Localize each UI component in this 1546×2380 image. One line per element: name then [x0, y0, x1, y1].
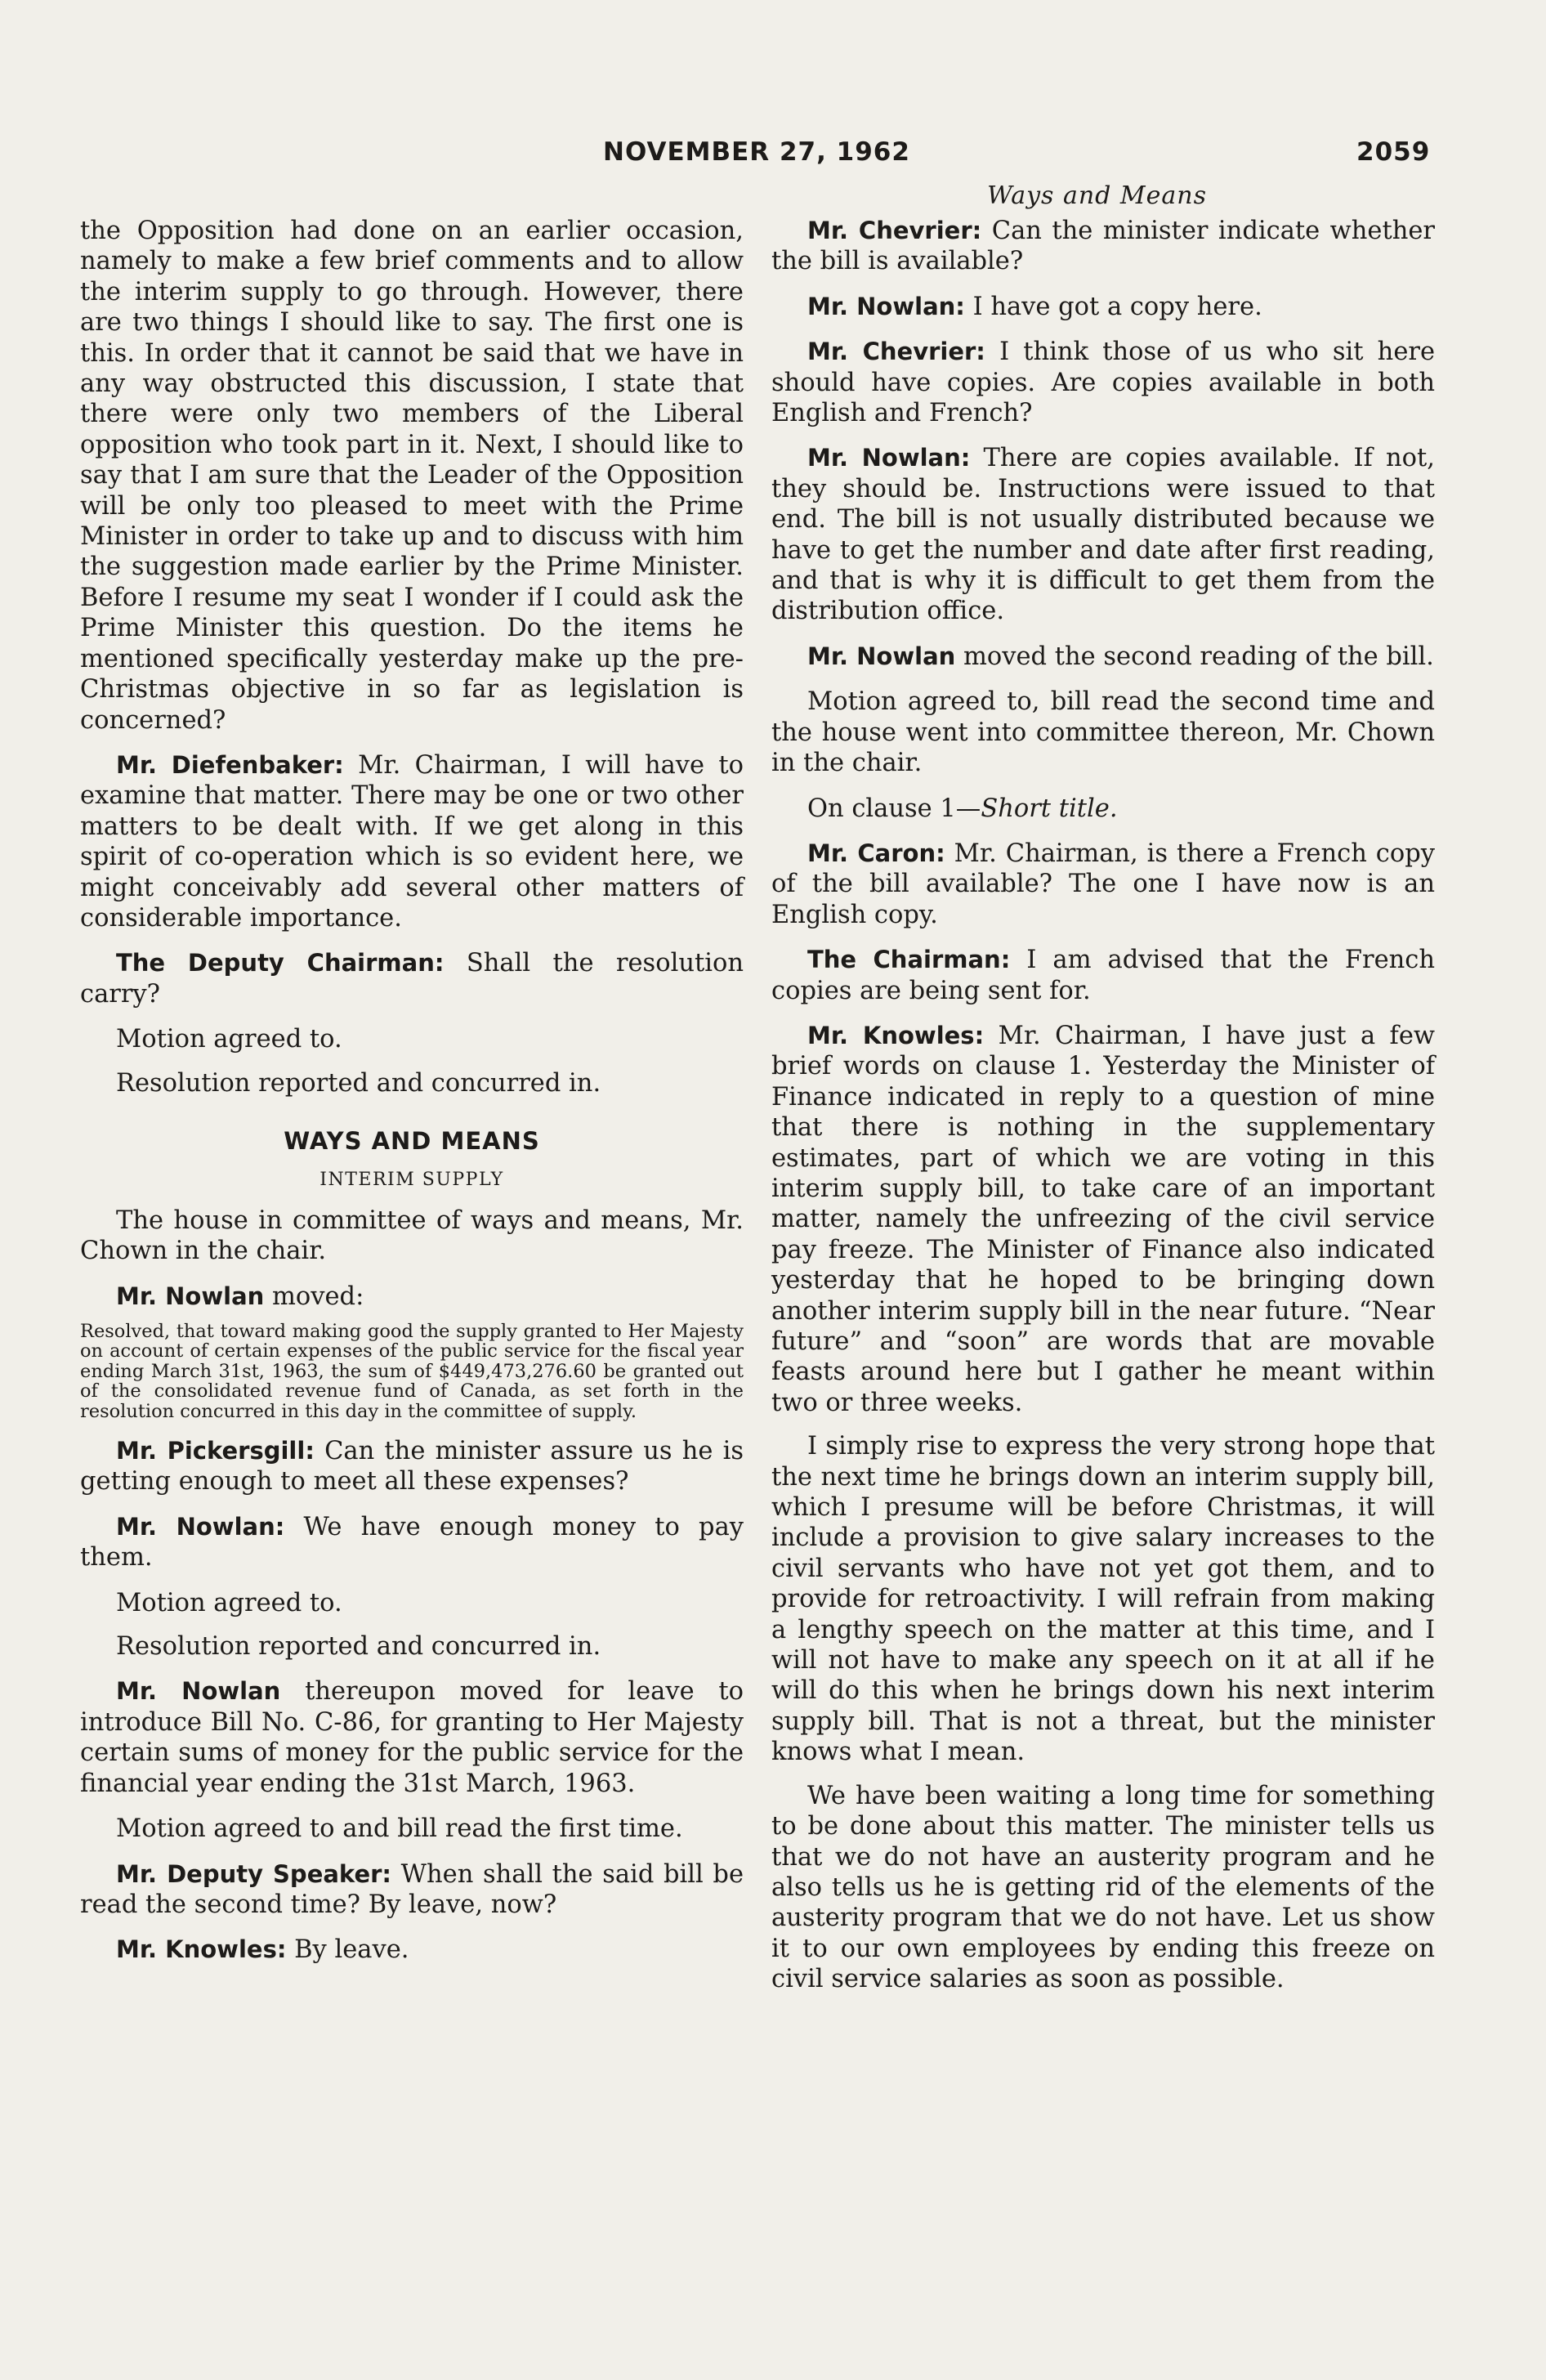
speaker-name: Mr. Knowles:	[116, 1935, 287, 1964]
paragraph	[80, 1024, 744, 1054]
paragraph	[80, 1676, 744, 1799]
paragraph	[771, 443, 1435, 626]
speaker-name: Mr. Caron:	[807, 839, 945, 867]
speaker-name: Mr. Nowlan	[116, 1677, 281, 1706]
paragraph-text: Motion agreed to.	[116, 1588, 342, 1617]
paragraph	[80, 1631, 744, 1662]
paragraph	[771, 945, 1435, 1006]
paragraph	[771, 839, 1435, 930]
paragraph	[80, 750, 744, 933]
paragraph-text: We have been waiting a long time for something to be done about this matter. The minister tells us that we do not have an austerity program and he also tells us he is getting rid of the elements of the austerity program that we do not have. Let us show it to our own employees by ending this freeze on civil service salaries as soon as possible.	[771, 1781, 1435, 1994]
speaker-name: Mr. Knowles:	[807, 1021, 985, 1049]
page-header	[0, 137, 1546, 178]
paragraph-text: We have enough money to pay them.	[80, 1512, 744, 1572]
speaker-name: Mr. Pickersgill:	[116, 1437, 315, 1465]
speaker-name: The Chairman:	[807, 946, 1011, 974]
paragraph-text: I am advised that the French copies are being sent for.	[771, 946, 1435, 1005]
paragraph-text: Can the minister assure us he is getting enough to meet all these expenses?	[80, 1437, 744, 1496]
paragraph	[771, 337, 1435, 428]
speaker-name: Mr. Chevrier:	[807, 217, 982, 244]
speaker-name: Mr. Diefenbaker:	[116, 750, 344, 779]
speaker-name: Mr. Nowlan	[807, 642, 956, 670]
paragraph-text: On clause 1—	[807, 794, 981, 823]
paragraph	[80, 948, 744, 1009]
resolution-text: Resolved, that toward making good the supply granted to Her Majesty on account of certain expenses of the public service for the fiscal year ending March 31st, 1963, the sum of $449,473,276.60 be granted out of the consolidated revenue fund of Canada, as set forth in the resolution concurred in this day in the committee of supply.	[80, 1321, 744, 1422]
paragraph-text: Motion agreed to and bill read the first time.	[116, 1814, 683, 1844]
speaker-name: Mr. Nowlan:	[807, 292, 965, 320]
paragraph	[80, 1436, 744, 1497]
paragraph-text: Resolution reported and concurred in.	[116, 1068, 601, 1098]
speaker-name: Mr. Nowlan:	[807, 444, 971, 472]
speaker-name: Mr. Deputy Speaker:	[116, 1859, 392, 1888]
paragraph	[80, 1282, 744, 1312]
paragraph-text: Shall the resolution carry?	[80, 949, 744, 1009]
paragraph-text: I think those of us who sit here should have copies. Are copies available in both English and French?	[771, 338, 1436, 428]
speaker-name: The Deputy Chairman:	[116, 949, 445, 978]
paragraph-text: By leave.	[286, 1935, 409, 1965]
page-date: NOVEMBER 27, 1962	[603, 137, 910, 167]
paragraph-text: moved:	[264, 1282, 364, 1311]
paragraph	[80, 1068, 744, 1098]
paragraph-text: Mr. Chairman, is there a French copy of the bill available? The one I have now is an English copy.	[771, 839, 1435, 929]
paragraph-text: The house in committee of ways and means, Mr. Chown in the chair.	[80, 1206, 744, 1266]
running-head: Ways and Means	[986, 181, 1207, 210]
paragraph	[80, 1859, 744, 1921]
paragraph-text: Motion agreed to.	[116, 1025, 342, 1054]
paragraph	[80, 1588, 744, 1618]
paragraph-text: I have got a copy here.	[964, 292, 1262, 321]
paragraph	[80, 1512, 744, 1573]
paragraph-text: the Opposition had done on an earlier occasion, namely to make a few brief comments and to allow the interim supply to go through. However, there are two things I should like to say. The first one is this. In order that it cannot be said that we have in any way obstructed this discussion, I state that there were only two members of the Liberal opposition who took part in it. Next, I should like to say that I am sure that the Leader of the Opposition will be only too pleased to meet with the Prime Minister in order to take up and to discuss with him the suggestion made earlier by the Prime Minister. Before I resume my seat I wonder if I could ask the Prime Minister this question. Do the items he mentioned specifically yesterday make up the pre-Christmas objective in so far as legislation is concerned?	[80, 217, 744, 735]
paragraph	[771, 642, 1435, 672]
paragraph-text: I simply rise to express the very strong hope that the next time he brings down an interim supply bill, which I presume will be before Christmas, it will include a provision to give salary increases to the civil servants who have not yet got them, and to provide for retroactivity. I will refrain from making a lengthy speech on the matter at this time, and I will not have to make any speech on it at all if he will do this when he brings down his next interim supply bill. That is not a threat, but the minister knows what I mean.	[771, 1432, 1435, 1767]
clause-title: Short title.	[981, 794, 1118, 823]
paragraph	[80, 216, 744, 736]
speaker-name: Mr. Nowlan:	[116, 1512, 285, 1541]
paragraph	[771, 687, 1435, 778]
paragraph	[771, 1021, 1435, 1418]
paragraph-text: Can the minister indicate whether the bill is available?	[771, 217, 1436, 276]
paragraph	[771, 292, 1435, 322]
paragraph-text: Mr. Chairman, I have just a few brief words on clause 1. Yesterday the Minister of Finance indicated in reply to a question of mine that there is nothing in the supplementary estimates, part of which we are voting in this interim supply bill, to take care of an important matter, namely the unfreezing of the civil service pay freeze. The Minister of Finance also indicated yesterday that he hoped to be bringing down another interim supply bill in the near future. “Near future” and “soon” are words that are movable feasts around here but I gather he meant within two or three weeks.	[771, 1021, 1435, 1417]
section-subheading: INTERIM SUPPLY	[319, 1170, 504, 1191]
left-column	[80, 216, 744, 1980]
paragraph-text: Motion agreed to, bill read the second time and the house went into committee thereon, Mr. Chown in the chair.	[771, 687, 1435, 778]
paragraph	[80, 1935, 744, 1965]
paragraph-text: thereupon moved for leave to introduce Bill No. C-86, for granting to Her Majesty certain sums of money for the public service for the financial year ending the 31st March, 1963.	[80, 1677, 744, 1798]
paragraph	[80, 1206, 744, 1267]
speaker-name: Mr. Chevrier:	[807, 338, 985, 366]
section-heading: WAYS AND MEANS	[284, 1126, 540, 1155]
paragraph	[771, 1781, 1435, 1995]
page-number: 2059	[1356, 137, 1431, 167]
paragraph	[80, 1814, 744, 1844]
paragraph	[771, 1431, 1435, 1767]
paragraph-text: Resolution reported and concurred in.	[116, 1632, 601, 1662]
right-column	[771, 216, 1435, 2010]
paragraph	[771, 794, 1435, 824]
paragraph-text: There are copies available. If not, they should be. Instructions were issued to that end. The bill is not usually distributed because we have to get the number and date after first reading, and that is why it is difficult to get them from the distribution office.	[771, 444, 1435, 626]
paragraph-text: Mr. Chairman, I will have to examine that matter. There may be one or two other matters to be dealt with. If we get along in this spirit of co-operation which is so evident here, we might conceivably add several other matters of considerable importance.	[80, 750, 744, 933]
paragraph	[771, 216, 1435, 277]
paragraph-text: moved the second reading of the bill.	[955, 642, 1434, 671]
speaker-name: Mr. Nowlan	[116, 1282, 265, 1310]
paragraph-text: When shall the said bill be read the second time? By leave, now?	[80, 1859, 744, 1919]
